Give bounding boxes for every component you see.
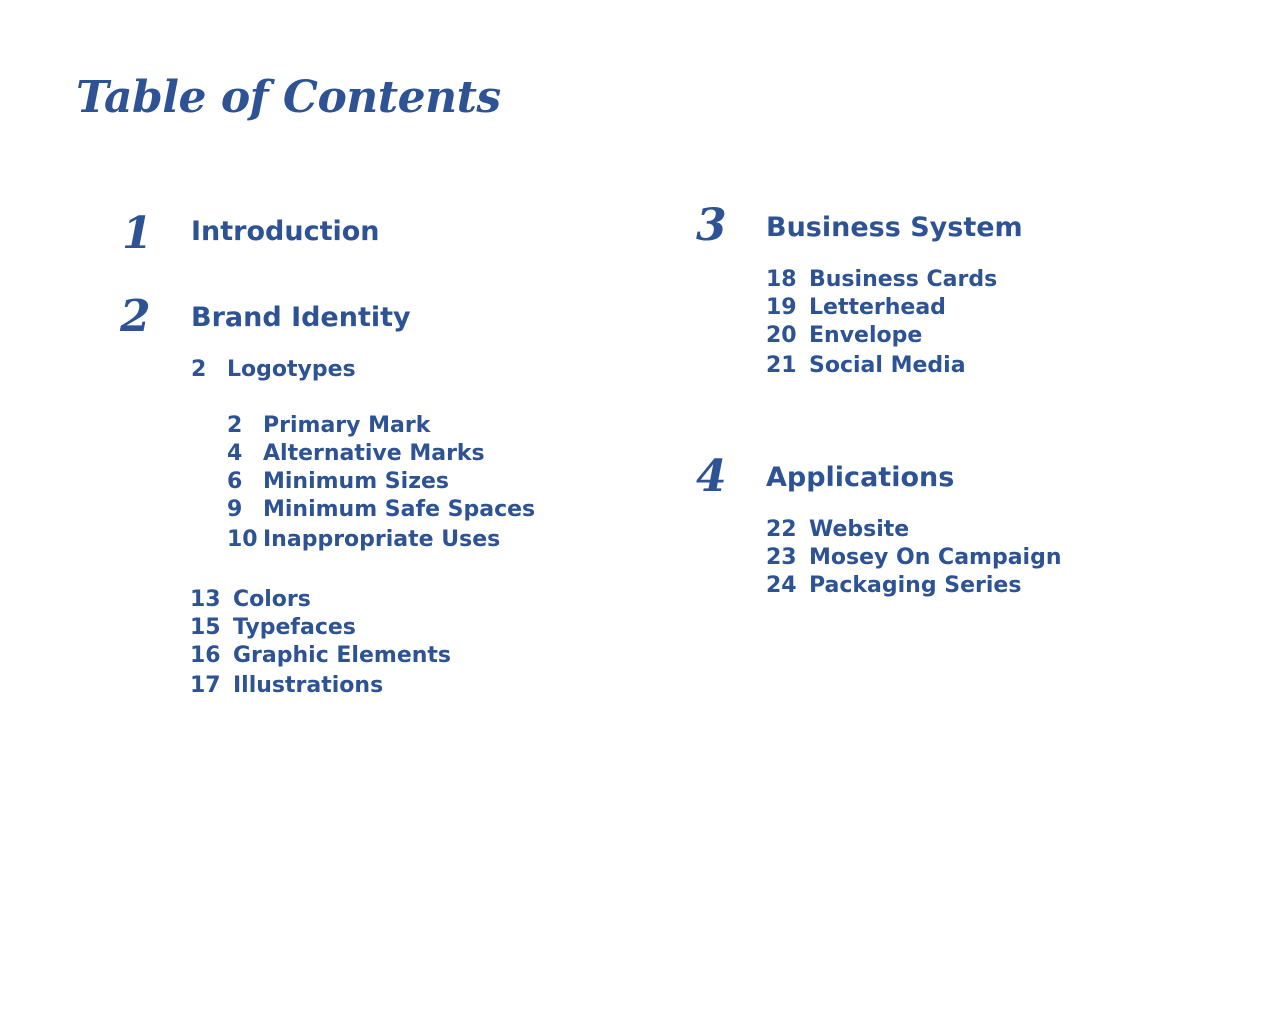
entry-label: Letterhead [809,295,946,320]
entry-label: Inappropriate Uses [263,527,501,552]
page-number: 24 [766,573,797,598]
section-title-business-system[interactable]: Business System [766,212,1023,243]
page-number: 10 [227,527,258,552]
entry-label: Minimum Safe Spaces [263,497,536,522]
section-number: 2 [120,291,151,342]
page-number: 17 [190,673,221,698]
page-number: 19 [766,295,797,320]
page-number: 2 [227,413,243,438]
entry-label: Logotypes [227,357,356,382]
entry-label: Typefaces [233,615,356,640]
page-number: 15 [190,615,221,640]
page-number: 20 [766,323,797,348]
entry-label: Graphic Elements [233,643,452,668]
entry-label: Mosey On Campaign [809,545,1062,570]
page-number: 21 [766,353,797,378]
section-number: 4 [696,451,727,502]
entry-label: Envelope [809,323,923,348]
entry-label: Illustrations [233,673,384,698]
entry-label: Colors [233,587,311,612]
page-number: 18 [766,267,797,292]
entry-label: Business Cards [809,267,998,292]
page-number: 4 [227,441,243,466]
entry-label: Primary Mark [263,413,431,438]
page-number: 16 [190,643,221,668]
entry-label: Packaging Series [809,573,1022,598]
page-number: 6 [227,469,243,494]
entry-label: Minimum Sizes [263,469,450,494]
page-number: 23 [766,545,797,570]
section-number: 1 [122,208,153,259]
page-number: 13 [190,587,221,612]
page-title: Table of Contents [76,72,501,123]
entry-label: Social Media [809,353,966,378]
section-title-brand-identity[interactable]: Brand Identity [191,302,411,333]
page-number: 22 [766,517,797,542]
page-number: 9 [227,497,243,522]
page-number: 2 [191,357,207,382]
entry-label: Website [809,517,910,542]
section-number: 3 [696,200,727,251]
entry-label: Alternative Marks [263,441,485,466]
section-title-applications[interactable]: Applications [766,462,955,493]
section-title-introduction[interactable]: Introduction [191,216,380,247]
